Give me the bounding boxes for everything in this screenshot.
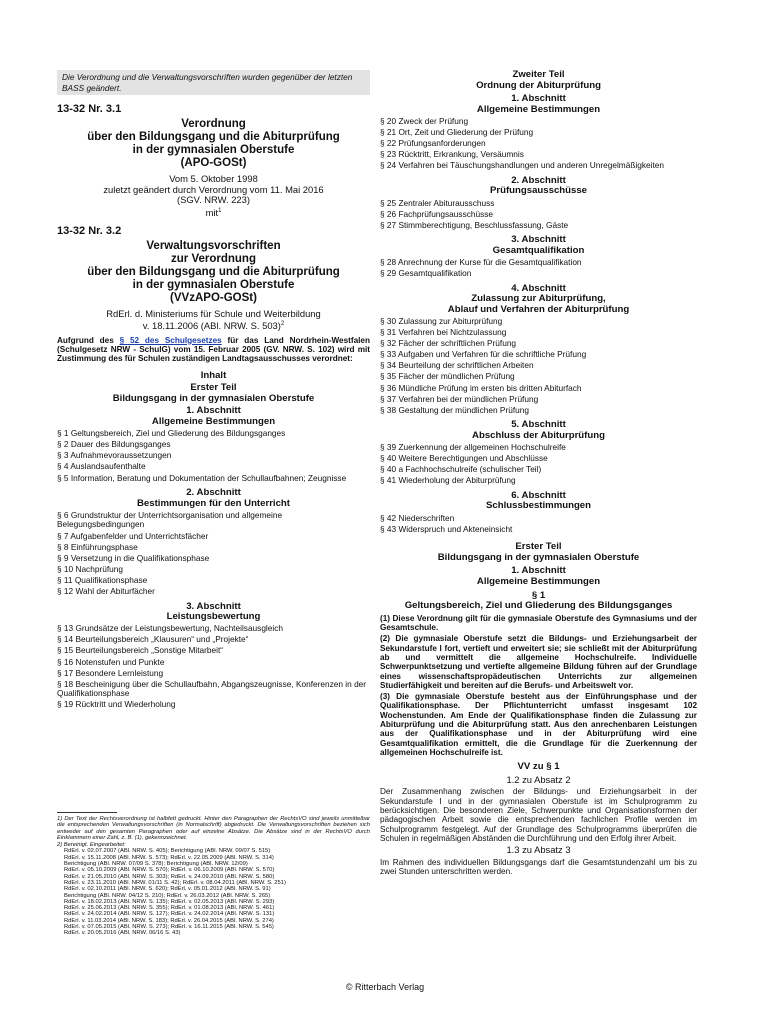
toc-section-line: Zulassung zur Abiturprüfung, — [471, 293, 606, 305]
toc-item[interactable]: § 37 Verfahren bei der mündlichen Prüfung — [380, 393, 539, 404]
amendment-line: RdErl. v. 20.05.2016 (ABl. NRW. 06/16 S. 43) — [64, 930, 181, 937]
toc-heading: Inhalt — [200, 369, 227, 381]
footnote-ref-1[interactable]: 1 — [218, 207, 222, 214]
toc-section-heading — [380, 94, 697, 115]
change-notice: Die Verordnung und die Verwaltungsvorschriften wurden gegenüber der letzten BASS geändert. — [57, 70, 370, 95]
toc-section-line: Gesamtqualifikation — [492, 244, 585, 256]
left-column — [57, 70, 370, 712]
toc-item[interactable]: § 40 a Fachhochschulreife (schulischer Teil) — [380, 464, 542, 475]
toc-section-line: 3. Abschnitt — [511, 234, 566, 246]
toc-item[interactable]: § 30 Zulassung zur Abiturprüfung — [380, 315, 503, 326]
toc-item[interactable]: § 3 Aufnahmevoraussetzungen — [57, 450, 172, 461]
amendment-line: RdErl. v. 02.10.2011 (ABl. NRW. S. 620); RdErl. v. 05.01.2012 (ABl. NRW. S. 91) — [64, 886, 271, 893]
toc-part-line: Zweiter Teil — [512, 69, 565, 80]
toc-section-heading — [380, 284, 697, 316]
regulation-paragraph: (2) Die gymnasiale Oberstufe setzt die Bildungs- und Erziehungsarbeit der Sekundarstufe I fort, vertieft und erweitert sie; sie schließt mit der Abiturprüfung ab und vermittelt die allgemeine Hochschulreife. Individuelle Schwerpunktsetzung und vertiefte allgemeine Bildung führen auf der Grundlage eines wissenschaftspropädeutischen Unterrichts zur allgemeinen Studierfähigkeit und bereiten auf die Berufs- und Arbeitswelt vor. — [380, 634, 697, 690]
doc1-date-line — [57, 206, 370, 219]
doc2-title-line: (VVzAPO-GOSt) — [170, 291, 257, 304]
vv-subheading: 1.2 zu Absatz 2 — [506, 773, 571, 785]
toc-item[interactable]: § 28 Anrechnung der Kurse für die Gesamtqualifikation — [380, 257, 582, 267]
preamble-text: für das Land Nordrhein-Westfalen (Schulgesetz NRW - SchulG) vom 15. Februar 2005 (GV. NRW. S. 102) wird mit Zustimmung des für Schulen zuständigen Landtagsausschusses verordnet: — [57, 335, 370, 364]
toc-section-line: 2. Abschnitt — [511, 174, 566, 186]
toc-item[interactable]: § 39 Zuerkennung der allgemeinen Hochschulreife — [380, 442, 566, 452]
amendment-line: Berichtigung (ABl. NRW. 04/12 S. 210); RdErl. v. 26.03.2012 (ABl. NRW. S. 265) — [64, 892, 271, 899]
toc-item[interactable]: § 22 Prüfungsanforderungen — [380, 138, 486, 149]
doc1-title-line: in der gymnasialen Oberstufe — [132, 144, 295, 156]
doc1-mit: mit — [205, 206, 219, 218]
toc-item[interactable]: § 43 Widerspruch und Akteneinsicht — [380, 523, 513, 534]
toc-section-line: Leistungsbewertung — [166, 611, 261, 623]
vv-subheading: 1.3 zu Absatz 3 — [506, 844, 571, 856]
toc-item[interactable]: § 33 Aufgaben und Verfahren für die schriftliche Prüfung — [380, 349, 587, 360]
toc-item[interactable]: § 42 Niederschriften — [380, 512, 455, 523]
toc-item[interactable]: § 29 Gesamtqualifikation — [380, 268, 472, 279]
vv-heading: VV zu § 1 — [517, 761, 560, 773]
doc1-title-line: (APO-GOSt) — [180, 157, 247, 169]
body-section-line: 1. Abschnitt — [511, 565, 566, 577]
toc-part-heading — [380, 70, 697, 91]
body-part-heading — [380, 542, 697, 563]
paragraph-heading — [380, 591, 697, 612]
toc-item[interactable]: § 41 Wiederholung der Abiturprüfung — [380, 475, 516, 486]
toc-item[interactable]: § 34 Beurteilung der schriftlichen Arbeiten — [380, 360, 534, 371]
regulation-paragraph: (1) Diese Verordnung gilt für die gymnasiale Oberstufe des Gymnasiums und der Gesamtschule. — [380, 613, 697, 633]
toc-section-line: 3. Abschnitt — [186, 600, 241, 612]
doc2-title-line: in der gymnasialen Oberstufe — [132, 278, 295, 291]
doc2-number: 13-32 Nr. 3.2 — [57, 224, 122, 237]
toc-item[interactable]: § 18 Bescheinigung über die Schullaufbahn, Abgangszeugnisse, Konferenzen in der Qualifikationsphase — [57, 678, 367, 699]
doc1-title — [57, 118, 370, 170]
toc-part-line: Ordnung der Abiturprüfung — [476, 79, 601, 91]
toc-item[interactable]: § 21 Ort, Zeit und Gliederung der Prüfung — [380, 126, 534, 137]
toc-section-line: Prüfungsausschüsse — [489, 185, 588, 197]
schulgesetz-link[interactable]: § 52 des Schulgesetzes — [119, 335, 222, 345]
vv-paragraph: Der Zusammenhang zwischen der Bildungs- und Erziehungsarbeit in der Sekundarstufe I und in der gymnasialen Oberstufe ist im Schulprogramm zu berücksichtigen. Die besonderen Ziele, Schwerpunkte und Organisationsformen der pädagogischen Arbeit sowie die entsprechenden fachlichen Profile werden im Schulprogramm festgelegt. Auf der Grundlage des Schulprogramms überprüfen die Schulen in regelmäßigen Abständen die Durchführung und den Erfolg ihrer Arbeit. — [380, 787, 697, 843]
doc2-title — [57, 240, 370, 305]
publisher-footer: © Ritterbach Verlag — [345, 982, 425, 992]
toc-section-line: 5. Abschnitt — [511, 419, 566, 431]
footnote-2-list — [57, 848, 370, 936]
doc2-rderl-line — [57, 319, 370, 332]
amendment-line: Berichtigung (ABl. NRW. 07/09 S. 378); Berichtigung (ABl. NRW. 12/09) — [64, 861, 248, 868]
toc-section-heading — [57, 406, 370, 427]
toc-item[interactable]: § 26 Fachprüfungsausschüsse — [380, 208, 494, 219]
amendment-line: RdErl. v. 05.10.2009 (ABl. NRW. S. 570); RdErl. v. 06.10.2009 (ABl. NRW. S. 570) — [64, 867, 275, 874]
body-part-line: Erster Teil — [515, 541, 562, 553]
doc2-title-line: zur Verordnung — [171, 252, 256, 265]
toc-item[interactable]: § 32 Fächer der schriftlichen Prüfung — [380, 338, 517, 349]
toc-item[interactable]: § 10 Nachprüfung — [57, 563, 123, 574]
vv-paragraph: Im Rahmen des individuellen Bildungsgangs darf die Gesamtstundenzahl um bis zu zwei Stunden unterschritten werden. — [380, 857, 697, 877]
toc-item[interactable]: § 31 Verfahren bei Nichtzulassung — [380, 327, 507, 338]
toc-item[interactable]: § 19 Rücktritt und Wiederholung — [57, 699, 176, 710]
toc-section-heading — [380, 235, 697, 256]
toc-item[interactable]: § 5 Information, Beratung und Dokumentation der Schullaufbahnen; Zeugnisse — [57, 472, 347, 483]
doc1-date-line: zuletzt geändert durch Verordnung vom 11. Mai 2016 — [103, 183, 324, 195]
amendment-line: RdErl. v. 21.05.2010 (ABl. NRW. S. 303); RdErl. v. 24.09.2010 (ABl. NRW. S. 580) — [64, 873, 275, 880]
regulation-paragraph: (3) Die gymnasiale Oberstufe besteht aus der Einführungsphase und der Qualifikationsphase. Der Pflichtunterricht umfasst insgesamt 102 Wochenstunden. Am Ende der Qualifikationsphase finden die Zulassung zur Abiturprüfung und die Abiturprüfung statt. Aus den anrechenbaren Leistungen aus der Qualifikationsphase und in der Abiturprüfung wird eine Gesamtqualifikation ermittelt, die die Grundlage für die Zuerkennung der allgemeinen Hochschulreife ist. — [380, 692, 697, 757]
toc-section-heading — [380, 420, 697, 441]
toc-item[interactable]: § 20 Zweck der Prüfung — [380, 115, 469, 126]
toc-part-line: Erster Teil — [190, 382, 237, 394]
toc-section-heading — [380, 176, 697, 197]
body-part-line: Bildungsgang in der gymnasialen Oberstufe — [437, 551, 640, 563]
amendment-line: RdErl. v. 18.02.2013 (ABl. NRW. S. 135); RdErl. v. 02.05.2013 (ABl. NRW. S. 293) — [64, 898, 275, 905]
paragraph-title: Geltungsbereich, Ziel und Gliederung des Bildungsganges — [404, 600, 673, 612]
toc-item[interactable]: § 1 Geltungsbereich, Ziel und Gliederung des Bildungsganges — [57, 428, 286, 439]
doc2-title-line: Verwaltungsvorschriften — [146, 239, 281, 252]
doc2-rderl-date: v. 18.11.2006 (ABl. NRW. S. 503) — [142, 320, 281, 332]
toc-section-line: Allgemeine Bestimmungen — [151, 416, 276, 428]
body-section-heading — [380, 566, 697, 587]
doc2-rderl — [57, 309, 370, 332]
toc-item[interactable]: § 35 Fächer der mündlichen Prüfung — [380, 371, 515, 382]
toc-section-line: 4. Abschnitt — [511, 282, 566, 294]
toc-item[interactable]: § 36 Mündliche Prüfung im ersten bis dritten Abiturfach — [380, 382, 582, 393]
amendment-line: RdErl. v. 23.11.2010 (ABl. NRW. 01/11 S. 42); RdErl. v. 08.04.2011 (ABl. NRW. S. 251) — [64, 879, 286, 886]
toc-item[interactable]: § 9 Versetzung in die Qualifikationsphase — [57, 552, 210, 563]
toc-item[interactable]: § 8 Einführungsphase — [57, 541, 138, 552]
toc-item[interactable]: § 15 Beurteilungsbereich „Sonstige Mitarbeit“ — [57, 645, 224, 656]
toc-section-line: Schlussbestimmungen — [485, 500, 592, 512]
doc2-title-line: über den Bildungsgang und die Abiturprüfung — [87, 265, 340, 278]
toc-item[interactable]: § 2 Dauer des Bildungsganges — [57, 439, 171, 450]
toc-part-line: Bildungsgang in der gymnasialen Oberstufe — [112, 392, 315, 404]
toc-section-heading — [57, 488, 370, 509]
doc1-title-line: über den Bildungsgang und die Abiturprüfung — [87, 131, 340, 143]
toc-item[interactable]: § 25 Zentraler Abiturausschuss — [380, 197, 495, 208]
amendment-line: RdErl. v. 25.06.2013 (ABl. NRW. S. 355); RdErl. v. 01.08.2013 (ABl. NRW. S. 461) — [64, 905, 275, 912]
preamble — [57, 336, 370, 364]
footnote-1: 1) Der Text der Rechtsverordnung ist halbfett gedruckt. Hinter den Paragraphen der RechtsVO sind jeweils unmittelbar die entsprechenden Verwaltungsvorschriften (in Normalschrift) abgedruckt. Die Verwaltungsvorschriften beziehen sich entweder auf den gesamten Paragraphen oder auf einzelne Absätze. Die Absätze sind in der RechtsVO durch Einklammern einer Zahl, z. B. (1), gekennzeichnet. — [57, 816, 370, 841]
toc-item[interactable]: § 14 Beurteilungsbereich „Klausuren“ und „Projekte“ — [57, 634, 249, 645]
doc2-rderl-line: RdErl. d. Ministeriums für Schule und Weiterbildung — [106, 307, 321, 319]
right-column — [380, 70, 697, 878]
footnote-divider — [57, 812, 117, 813]
toc-item[interactable]: § 24 Verfahren bei Täuschungshandlungen und anderen Unregelmäßigkeiten — [380, 160, 664, 171]
toc-section-line: 2. Abschnitt — [186, 487, 241, 499]
amendment-line: RdErl. v. 24.02.2014 (ABl. NRW. S. 127); RdErl. v. 24.02.2014 (ABl. NRW. S. 131) — [64, 911, 275, 918]
paragraph-number: § 1 — [531, 589, 546, 601]
toc-section-line: Abschluss der Abiturprüfung — [472, 429, 605, 441]
toc-item[interactable]: § 6 Grundstruktur der Unterrichtsorganisation und allgemeine Belegungsbedingungen — [57, 509, 283, 530]
doc1-number: 13-32 Nr. 3.1 — [57, 103, 122, 115]
toc-item[interactable]: § 13 Grundsätze der Leistungsbewertung, Nachteilsausgleich — [57, 623, 283, 634]
footnotes — [57, 812, 370, 937]
amendment-line: RdErl. v. 11.03.2014 (ABl. NRW. S. 183); RdErl. v. 26.04.2015 (ABl. NRW. S. 274) — [64, 917, 274, 924]
doc1-dates — [57, 174, 370, 219]
toc-item[interactable]: § 17 Besondere Lernleistung — [57, 667, 164, 678]
toc-section-heading — [57, 602, 370, 623]
toc-item[interactable]: § 27 Stimmberechtigung, Beschlussfassung, Gäste — [380, 219, 569, 230]
toc-item[interactable]: § 23 Rücktritt, Erkrankung, Versäumnis — [380, 149, 524, 160]
toc-item[interactable]: § 16 Notenstufen und Punkte — [57, 656, 165, 667]
amendment-line: RdErl. v. 02.07.2007 (ABl. NRW. S. 405); Berichtigung (ABl. NRW. 09/07 S. 515) — [64, 848, 271, 855]
doc1-title-line: Verordnung — [181, 118, 246, 130]
toc-item[interactable]: § 38 Gestaltung der mündlichen Prüfung — [380, 404, 529, 415]
toc-item[interactable]: § 12 Wahl der Abiturfächer — [57, 585, 155, 596]
footnote-ref-2[interactable]: 2 — [280, 321, 285, 328]
toc-item[interactable]: § 4 Auslandsaufenthalte — [57, 461, 146, 472]
toc-part-heading — [57, 383, 370, 404]
amendment-line: RdErl. v. 15.11.2008 (ABl. NRW. S. 573); RdErl. v. 22.05.2009 (ABl. NRW. S. 314) — [64, 854, 274, 861]
footnote-2-head: 2) Bereinigt. Eingearbeitet: — [57, 842, 126, 849]
toc-item[interactable]: § 40 Weitere Berechtigungen und Abschlüsse — [380, 453, 548, 464]
doc1-date-line: (SGV. NRW. 223) — [177, 194, 250, 206]
doc1-date-line: Vom 5. Oktober 1998 — [169, 173, 258, 184]
preamble-text: Aufgrund des — [57, 335, 120, 345]
toc-section-line: 6. Abschnitt — [511, 489, 566, 501]
toc-item[interactable]: § 7 Aufgabenfelder und Unterrichtsfächer — [57, 530, 209, 541]
body-section-line: Allgemeine Bestimmungen — [476, 576, 601, 588]
toc-section-line: Ablauf und Verfahren der Abiturprüfung — [447, 303, 630, 315]
toc-section-line: Bestimmungen für den Unterricht — [137, 497, 290, 509]
toc-section-line: 1. Abschnitt — [186, 405, 241, 417]
toc-section-line: Allgemeine Bestimmungen — [476, 103, 601, 115]
amendment-line: RdErl. v. 07.05.2015 (ABl. NRW. S. 273); RdErl. v. 16.11.2015 (ABl. NRW. S. 545) — [64, 924, 274, 931]
toc-section-heading — [380, 491, 697, 512]
toc-section-line: 1. Abschnitt — [511, 93, 566, 105]
toc-item[interactable]: § 11 Qualifikationsphase — [57, 574, 148, 585]
